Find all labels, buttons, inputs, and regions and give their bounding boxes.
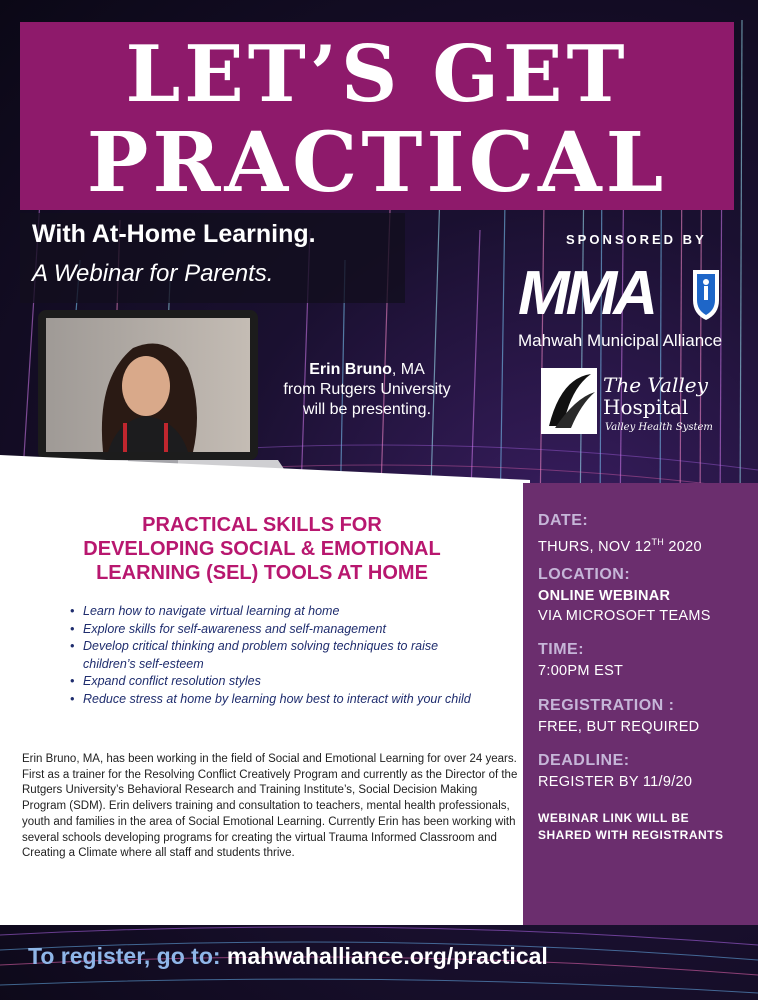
list-item: • Explore skills for self-awareness and self-management xyxy=(70,621,490,639)
list-item: • Develop critical thinking and problem solving techniques to raise children’s self-esteem xyxy=(70,638,490,673)
presenter-note: will be presenting. xyxy=(302,401,432,418)
presenter-credential: , MA xyxy=(391,361,425,378)
hospital-system-name: Valley Health System xyxy=(605,422,713,433)
location-label: LOCATION: xyxy=(538,566,631,583)
section-heading xyxy=(22,513,502,585)
subtitle-line-2: A Webinar for Parents. xyxy=(32,260,274,287)
register-footer xyxy=(28,943,548,970)
presenter-name: Erin Bruno xyxy=(309,361,392,378)
time-label: TIME: xyxy=(538,641,585,658)
list-item: • Learn how to navigate virtual learning at home xyxy=(70,603,490,621)
deadline-block xyxy=(538,752,750,792)
register-prefix: To register, go to: xyxy=(28,943,221,969)
webinar-link-note xyxy=(538,810,750,844)
title-line-2: PRACTICAL xyxy=(86,115,668,211)
list-item: • Reduce stress at home by learning how best to interact with your child xyxy=(70,691,490,709)
heading-line-3: LEARNING (SEL) TOOLS AT HOME xyxy=(96,562,428,584)
mma-full-name: Mahwah Municipal Alliance xyxy=(518,331,723,350)
mma-logo-mark: MMA xyxy=(518,262,655,328)
time-block xyxy=(538,641,750,681)
presenter-affiliation: from Rutgers University xyxy=(283,381,451,398)
deadline-label: DEADLINE: xyxy=(538,752,630,769)
date-text: THURS, NOV 12 xyxy=(538,538,652,555)
topics-list xyxy=(70,603,490,708)
date-block xyxy=(538,512,750,557)
registration-value: FREE, BUT REQUIRED xyxy=(538,719,700,735)
heading-line-2: DEVELOPING SOCIAL & EMOTIONAL xyxy=(83,538,441,560)
location-block xyxy=(538,566,750,626)
date-year: 2020 xyxy=(664,538,702,555)
sponsored-by-label: SPONSORED BY xyxy=(566,232,707,247)
hospital-name-line-1: The Valley xyxy=(603,373,708,397)
register-link[interactable]: mahwahalliance.org/practical xyxy=(226,943,548,969)
registration-block xyxy=(538,697,750,737)
location-line-2: VIA MICROSOFT TEAMS xyxy=(538,608,711,624)
list-item: • Expand conflict resolution styles xyxy=(70,673,490,691)
date-suffix: TH xyxy=(651,537,665,547)
hospital-name-line-2: Hospital xyxy=(603,395,689,419)
subtitle-line-1: With At-Home Learning. xyxy=(32,220,316,248)
title-banner xyxy=(20,22,734,210)
note-line-2: SHARED WITH REGISTRANTS xyxy=(538,828,724,842)
valley-hospital-logo xyxy=(541,368,731,438)
note-line-1: WEBINAR LINK WILL BE xyxy=(538,811,690,825)
time-value: 7:00PM EST xyxy=(538,663,624,679)
date-label: DATE: xyxy=(538,512,589,529)
presenter-bio: Erin Bruno, MA, has been working in the field of Social and Emotional Learning for over 24 years. First as a trainer for the Resolving Conflict Creatively Program and currently as the Director of the Rutgers University’s Behavioral Research and Training Institute’s, Social Decision Making Program (SDM). Erin delivers training and consultation to teachers, mental health professionals, youth and families in the area of Social Emotional Learning. Currently Erin has been working with several schools developing programs for creating the virtual Trauma Informed Classroom and Creating a Climate where all staff and students thrive. xyxy=(22,753,518,860)
deadline-value: REGISTER BY 11/9/20 xyxy=(538,774,693,790)
presenter-caption xyxy=(262,360,472,420)
mma-logo xyxy=(518,262,740,350)
heading-line-1: PRACTICAL SKILLS FOR xyxy=(142,514,382,536)
title-line-1: LET’S GET xyxy=(125,29,629,120)
date-value xyxy=(538,532,750,557)
registration-label: REGISTRATION : xyxy=(538,697,675,714)
location-line-1: ONLINE WEBINAR xyxy=(538,588,671,604)
